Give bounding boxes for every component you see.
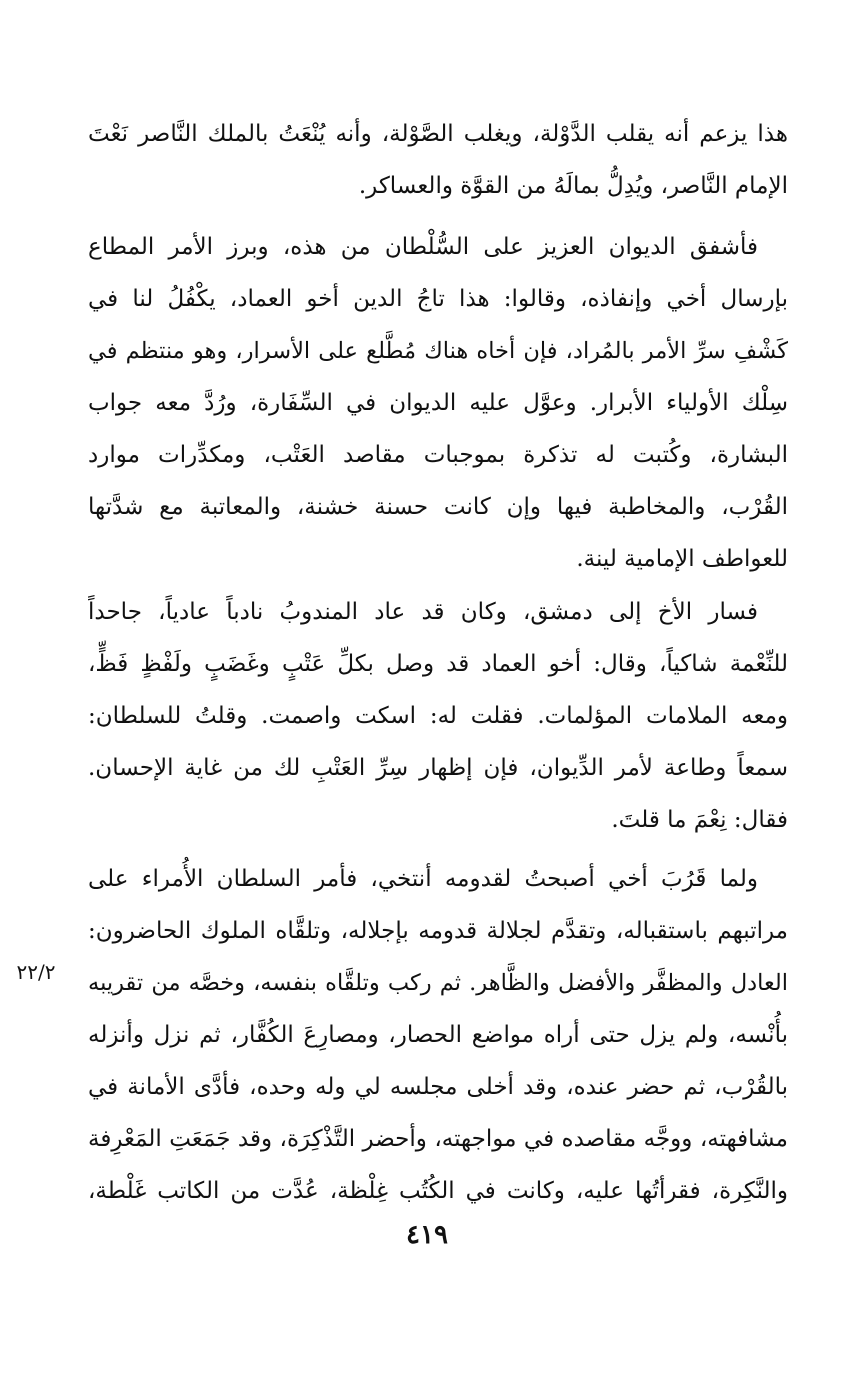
paragraph-4 [88,853,788,1217]
text-line: العادل والمظفَّر والأفضل والظَّاهر. ثم ركب وتلقَّاه بنفسه، وخصَّه من تقريبه [88,970,788,996]
text-line: القُرْب، والمخاطبة فيها وإن كانت حسنة خشنة، والمعاتبة مع شدَّتها [88,494,788,520]
page-number: ٤١٩ [406,1220,448,1250]
text-line: فقال: نِعْمَ ما قلتَ. [611,807,788,833]
paragraph-3 [88,586,788,846]
text-line: سمعاً وطاعة لأمر الدِّيوان، فإن إظهار سِرِّ العَتْبِ لك من غاية الإحسان. [88,755,788,781]
paragraph-1 [88,108,788,212]
text-line: كَشْفِ سرِّ الأمر بالمُراد، فإن أخاه هناك مُطَّلع على الأسرار، وهو منتظم في [88,338,788,364]
text-line: مشافهته، ووجَّه مقاصده في مواجهته، وأحضر التَّذْكِرَة، وقد جَمَعَتِ المَعْرِفة [88,1126,788,1152]
paragraph-2 [88,221,788,585]
margin-reference: ٢٢/٢ [16,960,56,984]
text-line: ومعه الملامات المؤلمات. فقلت له: اسكت واصمت. وقلتُ للسلطان: [88,703,788,729]
text-line: فسار الأخ إلى دمشق، وكان قد عاد المندوبُ نادباً عادياً، جاحداً [88,599,758,625]
text-line: مراتبهم باستقباله، وتقدَّم لجلالة قدومه بإجلاله، وتلقَّاه الملوك الحاضرون: [88,918,788,944]
text-line: بإرسال أخي وإنفاذه، وقالوا: هذا تاجُ الدين أخو العماد، يكْفُلُ لنا في [88,286,788,312]
text-line: سِلْك الأولياء الأبرار. وعوَّل عليه الديوان في السِّفَارة، ورُدَّ معه جواب [88,390,788,416]
text-line: فأشفق الديوان العزيز على السُّلْطان من هذه، وبرز الأمر المطاع [88,234,758,260]
text-line: بالقُرْب، ثم حضر عنده، وقد أخلى مجلسه لي وله وحده، فأدَّى الأمانة في [88,1074,788,1100]
text-line: البشارة، وكُتبت له تذكرة بموجبات مقاصد العَتْب، ومكدِّرات موارد [88,442,788,468]
text-line: هذا يزعم أنه يقلب الدَّوْلة، ويغلب الصَّوْلة، وأنه يُنْعَتُ بالملك النَّاصر نَعْتَ [88,121,788,147]
text-line: للنِّعْمة شاكياً، وقال: أخو العماد قد وصل بكلِّ عَتْبٍ وغَضَبٍ ولَفْظٍ فَظٍّ، [88,651,788,677]
text-line: الإمام النَّاصر، ويُدِلُّ بمالَهُ من القوَّة والعساكر. [358,173,788,199]
text-line: للعواطف الإمامية لينة. [576,546,788,572]
text-line: والنَّكِرة، فقرأتُها عليه، وكانت في الكُتُب غِلْظة، عُدَّت من الكاتب غَلْطة، [88,1178,788,1204]
text-line: بأُنْسه، ولم يزل حتى أراه مواضع الحصار، ومصارِعَ الكُفَّار، ثم نزل وأنزله [88,1022,788,1048]
text-line: ولما قَرُبَ أخي أصبحتُ لقدومه أنتخي، فأمر السلطان الأُمراء على [88,866,758,892]
